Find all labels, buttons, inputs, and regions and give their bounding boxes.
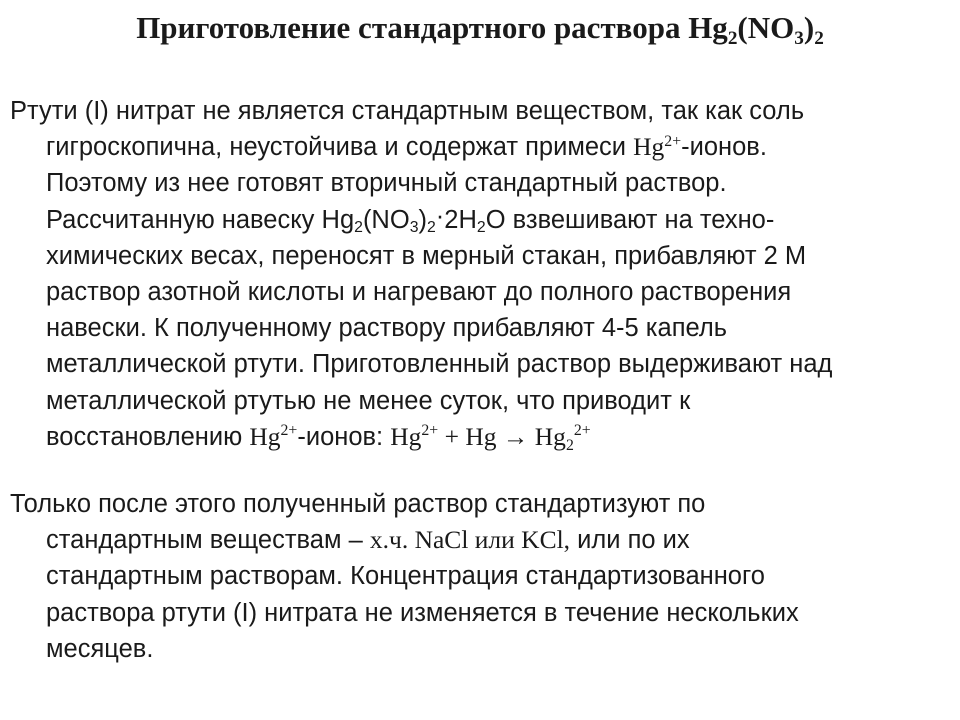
paragraph-2-line-5: месяцев. xyxy=(46,634,154,663)
paragraph-1-line-3: Поэтому из нее готовят вторичный стандартный раствор. xyxy=(46,169,727,198)
paragraph-1-line-10: восстановлению $Hg^{2+}$-ионов: $Hg^{2+} + Hg \to Hg_2^{2+}$ xyxy=(46,421,591,454)
paragraph-2-line-1: Только после этого полученный раствор стандартизуют по xyxy=(10,490,706,518)
paragraph-1 xyxy=(10,93,955,455)
paragraph-2-line-2: стандартным веществам – х.ч. NaCl или KCl, или по их xyxy=(46,525,690,555)
paragraph-1-line-2: гигроскопична, неустойчива и содержат примеси $Hg^{2+}$-ионов. xyxy=(46,132,767,162)
paragraph-1-line-8: металлической ртути. Приготовленный раствор выдерживают над xyxy=(46,350,833,379)
paragraph-2 xyxy=(10,486,955,667)
paragraph-2-line-3: стандартным растворам. Концентрация стандартизованного xyxy=(46,562,765,591)
slide-title: Приготовление стандартного раствора $Hg_2(NO_3)_2$ xyxy=(136,10,824,49)
reaction-arrow: → xyxy=(502,421,529,451)
paragraph-1-line-6: раствор азотной кислоты и нагревают до полного растворения xyxy=(46,278,792,307)
paragraph-1-line-7: навески. К полученному раствору прибавляют 4-5 капель xyxy=(46,314,728,343)
paragraph-1-line-5: химических весах, переносят в мерный стакан, прибавляют 2 М xyxy=(46,241,807,270)
paragraph-2-line-4: раствора ртути (I) нитрата не изменяется в течение нескольких xyxy=(46,598,799,627)
paragraph-1-line-1: Ртути (I) нитрат не является стандартным веществом, так как соль xyxy=(10,97,805,125)
paragraph-1-line-9: металлической ртутью не менее суток, что приводит к xyxy=(46,386,691,415)
paragraph-1-line-4: Рассчитанную навеску $Hg_2(NO_3)_2\cdot 2H_2O$ взвешивают на техно- xyxy=(46,201,775,237)
